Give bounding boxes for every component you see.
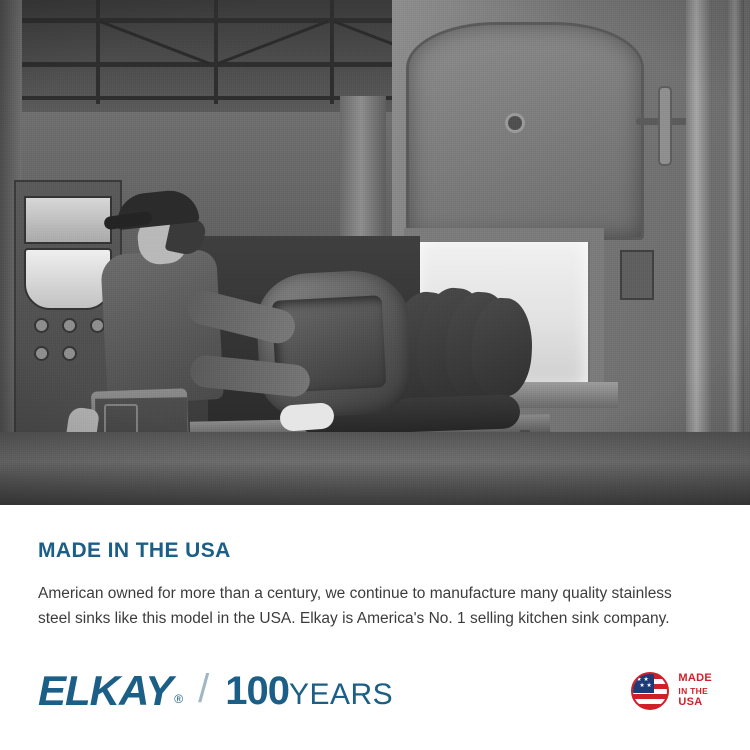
- ceiling-strut: [96, 0, 100, 104]
- control-knob: [34, 346, 49, 361]
- ceiling-strut: [330, 0, 334, 104]
- anniversary-lockup: [225, 669, 393, 714]
- registered-trademark-icon: ®: [174, 692, 183, 706]
- elkay-logo: [38, 667, 182, 715]
- furnace-door-bolt: [508, 116, 522, 130]
- control-panel-dial: [24, 248, 112, 310]
- flag-star: ★: [646, 683, 652, 689]
- control-knob: [62, 346, 77, 361]
- flag-star: ★: [643, 677, 649, 683]
- body-text: American owned for more than a century, we continue to manufacture many quality stainless steel sinks like this model in the USA. Elkay is America's No. 1 selling kitchen sink company.: [38, 585, 672, 628]
- elkay-wordmark: ELKAY: [38, 667, 173, 714]
- factory-floor: [0, 432, 750, 505]
- vertical-pipe: [686, 0, 712, 470]
- divider: /: [198, 666, 210, 711]
- worker-glove: [279, 402, 335, 432]
- control-knob: [34, 318, 49, 333]
- control-knob: [62, 318, 77, 333]
- badge-line-2: IN THE: [678, 685, 709, 696]
- flag-canton: [633, 674, 654, 693]
- page-title: MADE IN THE USA: [38, 539, 231, 562]
- flag-star: ★: [636, 677, 642, 683]
- footer: [0, 632, 750, 750]
- us-flag-icon: [631, 672, 669, 710]
- control-panel-chart: [24, 196, 112, 244]
- made-in-usa-text: [678, 672, 712, 709]
- badge-line-1: MADE: [678, 672, 712, 685]
- made-in-usa-badge: [631, 672, 712, 710]
- text-block: [0, 505, 750, 631]
- furnace-door-rail: [658, 86, 672, 166]
- brand-lockup: [38, 667, 393, 715]
- flag-star: ★: [639, 683, 645, 689]
- vertical-pipe: [726, 0, 744, 470]
- ceiling-strut: [214, 0, 218, 104]
- anniversary-word: YEARS: [288, 677, 394, 711]
- badge-line-3: USA: [678, 696, 703, 709]
- anniversary-number: 100: [225, 668, 289, 713]
- furnace-gauge: [620, 250, 654, 300]
- furnace-door: [406, 22, 644, 240]
